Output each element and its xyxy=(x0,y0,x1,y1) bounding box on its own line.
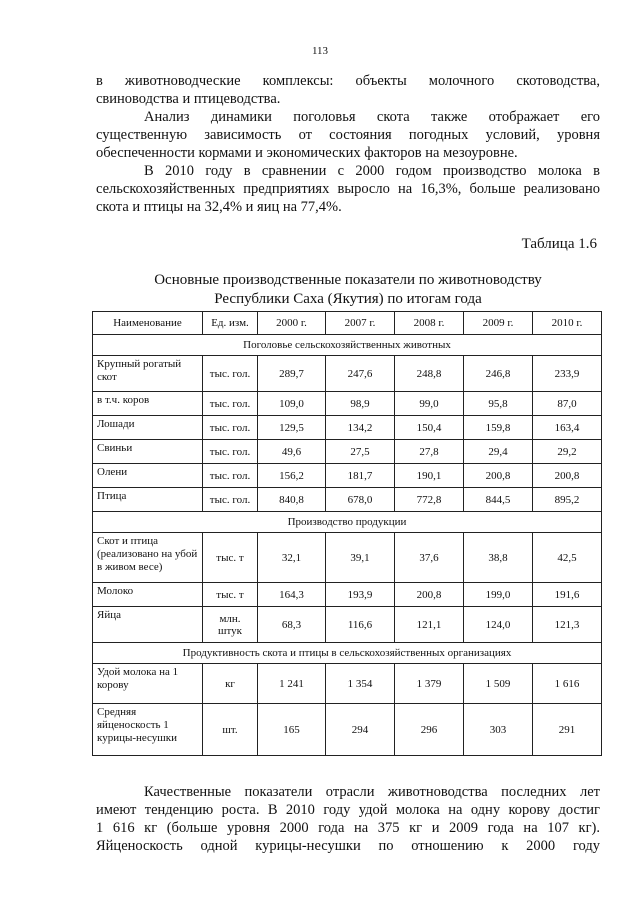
table-row xyxy=(93,583,602,607)
row-unit: млн. штук xyxy=(203,607,258,643)
value-cell: 289,7 xyxy=(258,356,326,392)
value-cell: 246,8 xyxy=(464,356,533,392)
value-cell: 1 354 xyxy=(326,664,395,704)
section-title: Продуктивность скота и птицы в сельскохозяйственных организациях xyxy=(93,643,602,664)
row-unit: тыс. гол. xyxy=(203,440,258,464)
value-cell: 164,3 xyxy=(258,583,326,607)
outro-text xyxy=(96,783,600,855)
row-unit: шт. xyxy=(203,704,258,756)
table-row xyxy=(93,664,602,704)
row-name: Яйца xyxy=(93,607,203,643)
value-cell: 303 xyxy=(464,704,533,756)
text-line: Качественные показатели отрасли животноводства последних лет xyxy=(144,784,600,800)
row-name: Лошади xyxy=(93,416,203,440)
row-unit: тыс. гол. xyxy=(203,356,258,392)
value-cell: 291 xyxy=(533,704,602,756)
table-row xyxy=(93,356,602,392)
value-cell: 248,8 xyxy=(395,356,464,392)
row-name: Скот и птица (реализовано на убой в живом весе) xyxy=(93,533,203,583)
value-cell: 200,8 xyxy=(464,464,533,488)
table-row xyxy=(93,607,602,643)
caption-line: Республики Саха (Якутия) по итогам года xyxy=(214,291,482,307)
text-line: имеют тенденцию роста. В 2010 году удой молока на одну корову достиг xyxy=(96,802,600,818)
row-name: Молоко xyxy=(93,583,203,607)
table-body xyxy=(93,335,602,756)
livestock-table xyxy=(92,311,602,756)
text-line: существенную зависимость от состояния погодных условий, уровня xyxy=(96,127,600,143)
page-number: 113 xyxy=(311,45,329,57)
row-unit: тыс. гол. xyxy=(203,488,258,512)
value-cell: 199,0 xyxy=(464,583,533,607)
table-section-row xyxy=(93,335,602,356)
text-line: скота и птицы на 32,4% и яиц на 77,4%. xyxy=(96,199,342,215)
value-cell: 32,1 xyxy=(258,533,326,583)
value-cell: 1 616 xyxy=(533,664,602,704)
row-unit: тыс. гол. xyxy=(203,392,258,416)
value-cell: 678,0 xyxy=(326,488,395,512)
value-cell: 109,0 xyxy=(258,392,326,416)
column-header: 2000 г. xyxy=(258,312,326,335)
value-cell: 98,9 xyxy=(326,392,395,416)
table-row xyxy=(93,704,602,756)
table-header-row xyxy=(93,312,602,335)
row-name: Средняя яйценоскость 1 курицы-несушки xyxy=(93,704,203,756)
text-line: обеспеченности кормами и экономических факторов на мезоуровне. xyxy=(96,145,518,161)
text-line: 1 616 кг (больше уровня 2000 года на 375 кг и 2009 года на 107 кг). xyxy=(96,820,600,836)
column-header: 2007 г. xyxy=(326,312,395,335)
row-name: Удой молока на 1 корову xyxy=(93,664,203,704)
text-line: Анализ динамики поголовья скота также отображает его xyxy=(144,109,600,125)
column-header: Наименование xyxy=(93,312,203,335)
column-header: Ед. изм. xyxy=(203,312,258,335)
value-cell: 840,8 xyxy=(258,488,326,512)
column-header: 2010 г. xyxy=(533,312,602,335)
table-row xyxy=(93,464,602,488)
row-unit: тыс. гол. xyxy=(203,464,258,488)
text-line: В 2010 году в сравнении с 2000 годом производство молока в xyxy=(144,163,600,179)
section-title: Поголовье сельскохозяйственных животных xyxy=(93,335,602,356)
value-cell: 95,8 xyxy=(464,392,533,416)
value-cell: 121,1 xyxy=(395,607,464,643)
value-cell: 844,5 xyxy=(464,488,533,512)
value-cell: 37,6 xyxy=(395,533,464,583)
value-cell: 38,8 xyxy=(464,533,533,583)
value-cell: 294 xyxy=(326,704,395,756)
table-row xyxy=(93,440,602,464)
value-cell: 181,7 xyxy=(326,464,395,488)
section-title: Производство продукции xyxy=(93,512,602,533)
text-line: свиноводства и птицеводства. xyxy=(96,91,281,107)
value-cell: 191,6 xyxy=(533,583,602,607)
table-caption xyxy=(96,271,600,309)
value-cell: 200,8 xyxy=(533,464,602,488)
table-row xyxy=(93,533,602,583)
value-cell: 42,5 xyxy=(533,533,602,583)
column-header: 2008 г. xyxy=(395,312,464,335)
table-row xyxy=(93,488,602,512)
table-row xyxy=(93,392,602,416)
value-cell: 134,2 xyxy=(326,416,395,440)
text-line: сельскохозяйственных предприятиях выросло на 16,3%, больше реализовано xyxy=(96,181,600,197)
row-unit: тыс. гол. xyxy=(203,416,258,440)
value-cell: 68,3 xyxy=(258,607,326,643)
value-cell: 29,4 xyxy=(464,440,533,464)
value-cell: 1 241 xyxy=(258,664,326,704)
caption-line: Основные производственные показатели по животноводству xyxy=(154,272,542,288)
text-line: Яйценоскость одной курицы-несушки по отношению к 2000 году xyxy=(96,838,600,854)
value-cell: 159,8 xyxy=(464,416,533,440)
value-cell: 156,2 xyxy=(258,464,326,488)
row-name: Птица xyxy=(93,488,203,512)
table-section-row xyxy=(93,643,602,664)
value-cell: 772,8 xyxy=(395,488,464,512)
value-cell: 27,8 xyxy=(395,440,464,464)
row-name: в т.ч. коров xyxy=(93,392,203,416)
value-cell: 247,6 xyxy=(326,356,395,392)
row-unit: тыс. т xyxy=(203,533,258,583)
value-cell: 193,9 xyxy=(326,583,395,607)
value-cell: 99,0 xyxy=(395,392,464,416)
value-cell: 129,5 xyxy=(258,416,326,440)
value-cell: 165 xyxy=(258,704,326,756)
row-unit: тыс. т xyxy=(203,583,258,607)
row-unit: кг xyxy=(203,664,258,704)
value-cell: 296 xyxy=(395,704,464,756)
value-cell: 150,4 xyxy=(395,416,464,440)
table-row xyxy=(93,416,602,440)
value-cell: 87,0 xyxy=(533,392,602,416)
column-header: 2009 г. xyxy=(464,312,533,335)
intro-text xyxy=(96,72,600,216)
value-cell: 1 379 xyxy=(395,664,464,704)
table-label: Таблица 1.6 xyxy=(521,236,597,252)
value-cell: 124,0 xyxy=(464,607,533,643)
value-cell: 116,6 xyxy=(326,607,395,643)
value-cell: 163,4 xyxy=(533,416,602,440)
value-cell: 233,9 xyxy=(533,356,602,392)
value-cell: 121,3 xyxy=(533,607,602,643)
table-section-row xyxy=(93,512,602,533)
value-cell: 190,1 xyxy=(395,464,464,488)
value-cell: 895,2 xyxy=(533,488,602,512)
value-cell: 200,8 xyxy=(395,583,464,607)
value-cell: 1 509 xyxy=(464,664,533,704)
row-name: Свиньи xyxy=(93,440,203,464)
value-cell: 27,5 xyxy=(326,440,395,464)
value-cell: 49,6 xyxy=(258,440,326,464)
row-name: Крупный рогатый скот xyxy=(93,356,203,392)
text-line: в животноводческие комплексы: объекты молочного скотоводства, xyxy=(96,73,600,89)
value-cell: 29,2 xyxy=(533,440,602,464)
row-name: Олени xyxy=(93,464,203,488)
value-cell: 39,1 xyxy=(326,533,395,583)
